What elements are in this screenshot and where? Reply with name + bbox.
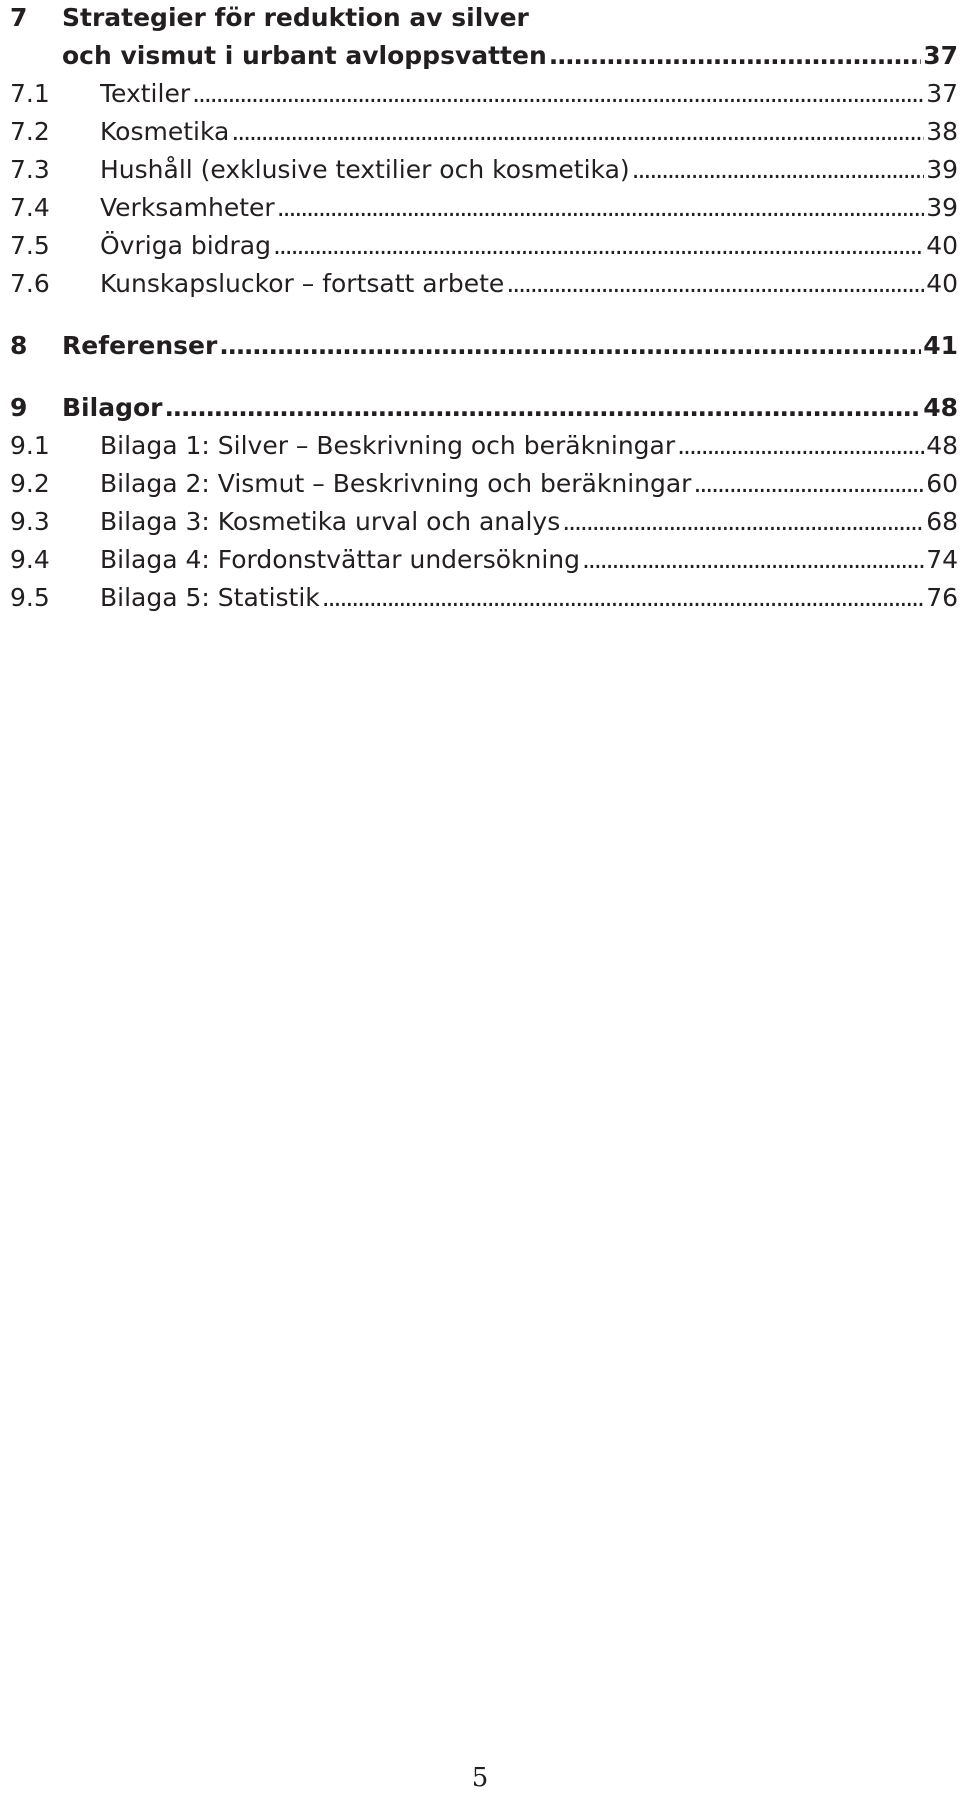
- toc-page-number: 48: [923, 393, 958, 422]
- toc-page-number: 38: [926, 117, 958, 146]
- dot-leader: [504, 265, 924, 303]
- toc-chapter-title-line1: Strategier för reduktion av silver: [62, 3, 529, 32]
- dot-leader: [275, 189, 925, 227]
- toc-section-number: 9.3: [10, 507, 50, 536]
- toc-page-number: 60: [926, 469, 958, 498]
- toc-entry-7-2[interactable]: [0, 113, 958, 151]
- toc-chapter-7-heading: [0, 0, 958, 37]
- toc-entry-7-1[interactable]: [0, 75, 958, 113]
- toc-page-number: 37: [926, 79, 958, 108]
- dot-leader: [271, 227, 924, 265]
- dot-leader: [229, 113, 924, 151]
- table-of-contents: [0, 0, 958, 617]
- toc-page-number: 39: [926, 193, 958, 222]
- toc-section-title: Bilaga 2: Vismut – Beskrivning och beräkningar: [100, 469, 692, 498]
- toc-page-number: 41: [923, 331, 958, 360]
- toc-page-number: 76: [926, 583, 958, 612]
- toc-page-number: 74: [926, 545, 958, 574]
- toc-chapter-title-line2: och vismut i urbant avloppsvatten: [62, 41, 547, 70]
- toc-section-title: Hushåll (exklusive textilier och kosmetika): [100, 155, 630, 184]
- dot-leader: [691, 465, 924, 503]
- toc-page-number: 37: [923, 41, 958, 70]
- section-gap: [0, 365, 958, 389]
- toc-chapter-number: 8: [10, 331, 28, 360]
- dot-leader: [320, 579, 924, 617]
- toc-section-title: Bilaga 5: Statistik: [100, 583, 320, 612]
- toc-page-number: 40: [926, 269, 958, 298]
- toc-page-number: 39: [926, 155, 958, 184]
- dot-leader: [580, 541, 924, 579]
- toc-chapter-number: 9: [10, 393, 28, 422]
- toc-section-title: Övriga bidrag: [100, 231, 271, 260]
- toc-page-number: 68: [926, 507, 958, 536]
- toc-section-number: 9.1: [10, 431, 50, 460]
- toc-chapter-title: Bilagor: [62, 393, 163, 422]
- toc-section-number: 7.5: [10, 231, 50, 260]
- dot-leader: [675, 427, 924, 465]
- toc-entry-9-1[interactable]: [0, 427, 958, 465]
- toc-section-number: 7.1: [10, 79, 50, 108]
- toc-section-title: Kunskapsluckor – fortsatt arbete: [100, 269, 505, 298]
- toc-entry-chapter-9[interactable]: [0, 389, 958, 427]
- dot-leader: [630, 151, 925, 189]
- toc-entry-9-4[interactable]: [0, 541, 958, 579]
- toc-entry-9-5[interactable]: [0, 579, 958, 617]
- toc-section-title: Bilaga 1: Silver – Beskrivning och beräkningar: [100, 431, 676, 460]
- dot-leader: [162, 389, 921, 427]
- toc-chapter-number: 7: [10, 3, 28, 32]
- toc-section-number: 9.4: [10, 545, 50, 574]
- toc-section-title: Bilaga 3: Kosmetika urval och analys: [100, 507, 561, 536]
- toc-section-number: 7.3: [10, 155, 50, 184]
- toc-chapter-title: Referenser: [62, 331, 218, 360]
- toc-entry-chapter-7[interactable]: [0, 37, 958, 75]
- toc-entry-7-6[interactable]: [0, 265, 958, 303]
- toc-section-title: Textiler: [100, 79, 191, 108]
- toc-entry-9-2[interactable]: [0, 465, 958, 503]
- toc-entry-7-3[interactable]: [0, 151, 958, 189]
- toc-entry-9-3[interactable]: [0, 503, 958, 541]
- toc-section-title: Verksamheter: [100, 193, 275, 222]
- dot-leader: [547, 37, 921, 75]
- toc-entry-7-4[interactable]: [0, 189, 958, 227]
- toc-section-title: Bilaga 4: Fordonstvättar undersökning: [100, 545, 581, 574]
- toc-section-number: 9.5: [10, 583, 50, 612]
- toc-section-number: 7.4: [10, 193, 50, 222]
- toc-entry-7-5[interactable]: [0, 227, 958, 265]
- dot-leader: [190, 75, 924, 113]
- toc-page-number: 40: [926, 231, 958, 260]
- toc-section-number: 7.6: [10, 269, 50, 298]
- toc-page-number: 48: [926, 431, 958, 460]
- toc-section-number: 9.2: [10, 469, 50, 498]
- section-gap: [0, 303, 958, 327]
- toc-section-number: 7.2: [10, 117, 50, 146]
- toc-entry-chapter-8[interactable]: [0, 327, 958, 365]
- page-number-footer: 5: [471, 1763, 489, 1793]
- dot-leader: [560, 503, 924, 541]
- toc-section-title: Kosmetika: [100, 117, 230, 146]
- dot-leader: [217, 327, 921, 365]
